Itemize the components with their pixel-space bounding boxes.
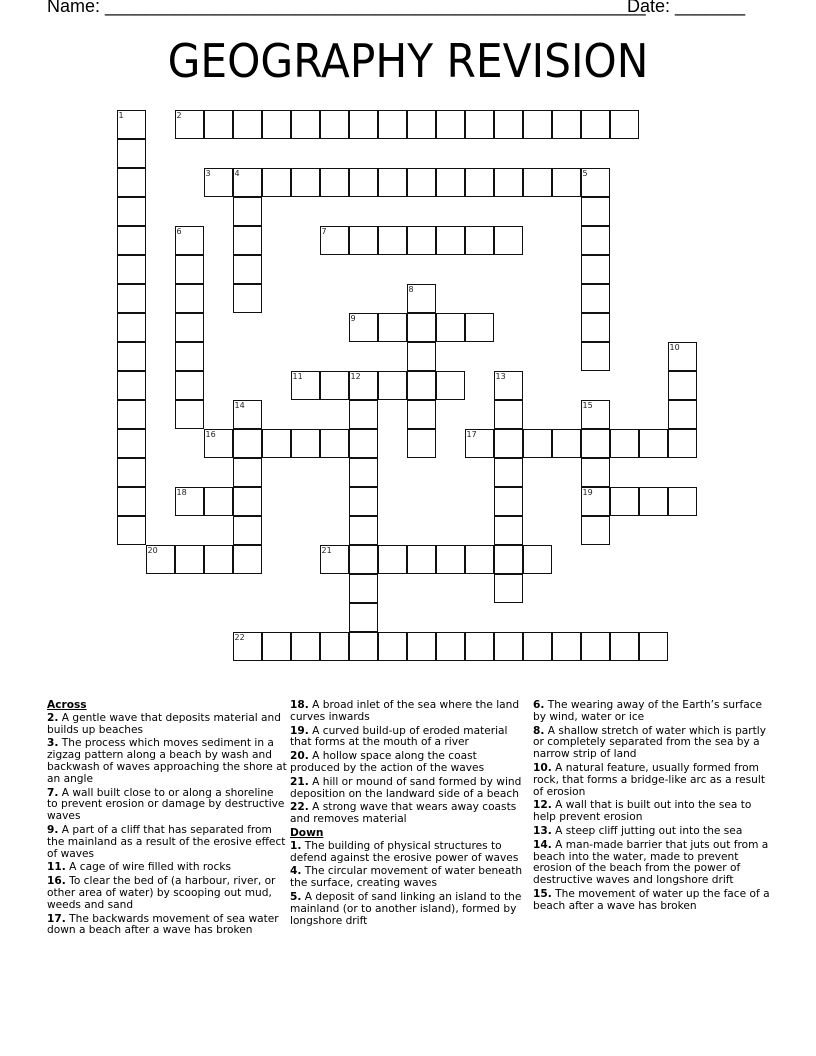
crossword-cell[interactable] [465, 226, 494, 255]
clue-number-label: 8. [533, 724, 545, 737]
clue-text: A part of a cliff that has separated from the mainland as a result of the erosive effect of waves [47, 823, 286, 860]
crossword-cell[interactable] [407, 429, 436, 458]
clue-number: 18 [176, 487, 187, 497]
clue-text: The movement of water up the face of a beach after a wave has broken [533, 887, 770, 912]
crossword-cell[interactable] [291, 371, 320, 400]
crossword-cell[interactable] [175, 545, 204, 574]
crossword-cell[interactable] [494, 458, 523, 487]
crossword-cell[interactable] [552, 110, 581, 139]
crossword-cell[interactable] [668, 371, 697, 400]
crossword-cell[interactable] [581, 313, 610, 342]
crossword-cell[interactable] [465, 313, 494, 342]
crossword-cell[interactable] [407, 400, 436, 429]
crossword-cell[interactable] [117, 458, 146, 487]
clue-number-label: 3. [47, 737, 59, 750]
crossword-cell[interactable] [349, 313, 378, 342]
clue-number: 2 [176, 110, 182, 120]
clue-text: A natural feature, usually formed from rock, that forms a bridge-like arc as a result of erosion [533, 761, 765, 798]
down-heading: Down [290, 826, 324, 839]
crossword-cell[interactable] [407, 371, 436, 400]
clue-number-label: 22. [290, 801, 309, 814]
crossword-cell[interactable] [494, 168, 523, 197]
crossword-cell[interactable] [552, 168, 581, 197]
clue-across-item [290, 751, 528, 775]
crossword-cell[interactable] [320, 226, 349, 255]
clue-across-item [47, 825, 287, 860]
clue-number: 12 [350, 371, 361, 381]
crossword-cell[interactable] [378, 371, 407, 400]
crossword-cell[interactable] [117, 487, 146, 516]
crossword-cell[interactable] [639, 487, 668, 516]
crossword-cell[interactable] [117, 400, 146, 429]
crossword-cell[interactable] [262, 632, 291, 661]
clue-number-label: 19. [290, 724, 309, 737]
crossword-cell[interactable] [175, 400, 204, 429]
crossword-cell[interactable] [465, 110, 494, 139]
crossword-cell[interactable] [233, 255, 262, 284]
crossword-cell[interactable] [610, 110, 639, 139]
crossword-cell[interactable] [233, 284, 262, 313]
crossword-cell[interactable] [175, 226, 204, 255]
crossword-cell[interactable] [175, 284, 204, 313]
crossword-cell[interactable] [291, 110, 320, 139]
clue-text: A wall built close to or along a shoreline to prevent erosion or damage by destructive waves [47, 786, 285, 823]
crossword-cell[interactable] [349, 516, 378, 545]
clue-across-item [290, 777, 528, 801]
clue-number-label: 20. [290, 750, 309, 763]
clue-down-item [533, 840, 773, 887]
crossword-cell[interactable] [581, 168, 610, 197]
clue-number: 16 [205, 429, 216, 439]
clue-across-item [290, 802, 528, 826]
crossword-cell[interactable] [291, 632, 320, 661]
crossword-cell[interactable] [378, 313, 407, 342]
crossword-cell[interactable] [436, 110, 465, 139]
clue-number: 8 [408, 284, 414, 294]
clue-number-label: 6. [533, 699, 545, 711]
crossword-cell[interactable] [320, 429, 349, 458]
clue-down-item [533, 800, 773, 824]
crossword-cell[interactable] [378, 632, 407, 661]
clue-number: 3 [205, 168, 211, 178]
crossword-cell[interactable] [349, 110, 378, 139]
crossword-cell[interactable] [494, 516, 523, 545]
clue-number: 10 [669, 342, 680, 352]
crossword-cell[interactable] [436, 226, 465, 255]
crossword-cell[interactable] [349, 429, 378, 458]
crossword-cell[interactable] [320, 168, 349, 197]
crossword-cell[interactable] [407, 168, 436, 197]
crossword-cell[interactable] [407, 110, 436, 139]
crossword-cell[interactable] [117, 342, 146, 371]
crossword-cell[interactable] [175, 342, 204, 371]
crossword-cell[interactable] [349, 400, 378, 429]
crossword-cell[interactable] [233, 400, 262, 429]
crossword-cell[interactable] [581, 110, 610, 139]
clue-down-item [533, 700, 773, 724]
clue-number: 20 [147, 545, 158, 555]
crossword-cell[interactable] [233, 458, 262, 487]
crossword-cell[interactable] [349, 371, 378, 400]
clue-text: A deposit of sand linking an island to the mainland (or to another island), formed by longshore drift [290, 890, 522, 927]
clue-number-label: 2. [47, 711, 59, 724]
clue-text: A curved build-up of eroded material that forms at the mouth of a river [290, 724, 508, 749]
crossword-cell[interactable] [320, 545, 349, 574]
clue-number-label: 10. [533, 761, 552, 774]
clue-number-label: 1. [290, 839, 302, 852]
crossword-cell[interactable] [494, 110, 523, 139]
clue-number-label: 11. [47, 861, 66, 874]
clue-number-label: 18. [290, 699, 309, 711]
clue-across-item [47, 713, 287, 737]
crossword-cell[interactable] [233, 516, 262, 545]
crossword-cell[interactable] [233, 487, 262, 516]
crossword-cell[interactable] [610, 487, 639, 516]
clues-column-1 [47, 700, 287, 939]
crossword-cell[interactable] [407, 313, 436, 342]
crossword-cell[interactable] [668, 429, 697, 458]
clue-number: 9 [350, 313, 356, 323]
clue-across-item [47, 876, 287, 911]
clue-number-label: 12. [533, 799, 552, 812]
crossword-cell[interactable] [349, 632, 378, 661]
clues-column-3 [533, 700, 773, 915]
crossword-cell[interactable] [581, 284, 610, 313]
crossword-cell[interactable] [233, 168, 262, 197]
crossword-cell[interactable] [349, 226, 378, 255]
clue-number-label: 15. [533, 887, 552, 900]
crossword-cell[interactable] [494, 226, 523, 255]
crossword-cell[interactable] [233, 545, 262, 574]
crossword-cell[interactable] [668, 342, 697, 371]
clue-number: 15 [582, 400, 593, 410]
clue-number: 19 [582, 487, 593, 497]
clue-down-item [533, 889, 773, 913]
clue-text: A hollow space along the coast produced by the action of the waves [290, 750, 485, 774]
crossword-cell[interactable] [494, 632, 523, 661]
crossword-cell[interactable] [581, 255, 610, 284]
clue-number-label: 13. [533, 824, 552, 837]
crossword-cell[interactable] [233, 226, 262, 255]
clue-across-item [290, 726, 528, 750]
crossword-cell[interactable] [291, 429, 320, 458]
crossword-cell[interactable] [639, 429, 668, 458]
clue-text: The process which moves sediment in a zigzag pattern along a beach by wash and backwash of waves approaching the shore at an angle [47, 737, 287, 785]
crossword-cell[interactable] [175, 110, 204, 139]
clue-down-item [290, 892, 528, 927]
crossword-cell[interactable] [407, 632, 436, 661]
clue-number: 4 [234, 168, 240, 178]
crossword-cell[interactable] [349, 603, 378, 632]
crossword-cell[interactable] [436, 371, 465, 400]
name-field-label: Name: ______________________________________________________ [47, 0, 646, 16]
crossword-cell[interactable] [378, 226, 407, 255]
clue-number-label: 16. [47, 875, 66, 888]
clue-text: A strong wave that wears away coasts and removes material [290, 801, 517, 826]
crossword-cell[interactable] [204, 545, 233, 574]
crossword-cell[interactable] [349, 168, 378, 197]
crossword-cell[interactable] [117, 284, 146, 313]
crossword-cell[interactable] [407, 226, 436, 255]
crossword-cell[interactable] [117, 429, 146, 458]
crossword-cell[interactable] [465, 545, 494, 574]
crossword-cell[interactable] [639, 632, 668, 661]
clue-down-item [290, 841, 528, 865]
crossword-cell[interactable] [175, 255, 204, 284]
crossword-grid [117, 110, 717, 670]
clue-down-item [533, 726, 773, 761]
date-field-label: Date: _______ [627, 0, 746, 16]
clue-text: The circular movement of water beneath the surface, creating waves [290, 865, 523, 890]
crossword-cell[interactable] [175, 313, 204, 342]
clue-number: 14 [234, 400, 245, 410]
clue-across-item [47, 862, 287, 874]
clue-number: 1 [118, 110, 124, 120]
crossword-cell[interactable] [320, 110, 349, 139]
crossword-cell[interactable] [175, 487, 204, 516]
crossword-cell[interactable] [494, 371, 523, 400]
crossword-cell[interactable] [175, 371, 204, 400]
crossword-cell[interactable] [407, 342, 436, 371]
crossword-cell[interactable] [581, 226, 610, 255]
page-title: GEOGRAPHY REVISION [167, 34, 649, 88]
crossword-cell[interactable] [349, 487, 378, 516]
crossword-cell[interactable] [581, 458, 610, 487]
crossword-cell[interactable] [668, 400, 697, 429]
crossword-cell[interactable] [262, 429, 291, 458]
crossword-cell[interactable] [262, 110, 291, 139]
clue-text: A shallow stretch of water which is partly or completely separated from the sea by a narrow strip of land [533, 724, 767, 761]
clue-number-label: 21. [290, 775, 309, 788]
crossword-cell[interactable] [378, 545, 407, 574]
crossword-cell[interactable] [204, 429, 233, 458]
crossword-cell[interactable] [581, 516, 610, 545]
crossword-cell[interactable] [320, 632, 349, 661]
crossword-cell[interactable] [523, 168, 552, 197]
clue-text: A cage of wire filled with rocks [69, 861, 231, 874]
clues-column-2 [290, 700, 528, 929]
crossword-cell[interactable] [117, 226, 146, 255]
crossword-cell[interactable] [494, 429, 523, 458]
crossword-cell[interactable] [117, 197, 146, 226]
clue-text: A broad inlet of the sea where the land curves inwards [290, 699, 520, 723]
clue-text: A hill or mound of sand formed by wind deposition on the landward side of a beach [290, 775, 522, 800]
clue-down-item [290, 866, 528, 890]
clue-across-item [47, 914, 287, 938]
crossword-cell[interactable] [552, 632, 581, 661]
crossword-cell[interactable] [204, 168, 233, 197]
clue-number: 7 [321, 226, 327, 236]
crossword-cell[interactable] [465, 168, 494, 197]
clue-text: The wearing away of the Earth’s surface by wind, water or ice [533, 699, 763, 723]
crossword-cell[interactable] [494, 574, 523, 603]
crossword-cell[interactable] [436, 545, 465, 574]
crossword-cell[interactable] [378, 110, 407, 139]
clue-text: A steep cliff jutting out into the sea [555, 824, 743, 837]
clue-down-item [533, 763, 773, 798]
crossword-cell[interactable] [233, 429, 262, 458]
clue-across-item [290, 700, 528, 724]
crossword-cell[interactable] [494, 400, 523, 429]
clue-text: To clear the bed of (a harbour, river, or other area of water) by scooping out mud, weeds and sand [47, 875, 276, 911]
crossword-cell[interactable] [117, 371, 146, 400]
clue-number-label: 4. [290, 865, 302, 878]
crossword-cell[interactable] [581, 632, 610, 661]
clue-number: 5 [582, 168, 588, 178]
crossword-cell[interactable] [494, 487, 523, 516]
crossword-cell[interactable] [523, 632, 552, 661]
crossword-cell[interactable] [407, 545, 436, 574]
crossword-cell[interactable] [233, 197, 262, 226]
crossword-cell[interactable] [436, 313, 465, 342]
clue-number: 22 [234, 632, 245, 642]
clue-number: 21 [321, 545, 332, 555]
clue-number-label: 5. [290, 890, 302, 903]
crossword-cell[interactable] [523, 110, 552, 139]
clue-number-label: 17. [47, 912, 66, 925]
clue-text: A man-made barrier that juts out from a beach into the water, made to prevent erosion of the beach from the power of destructive waves and longshore drift [533, 838, 769, 887]
crossword-cell[interactable] [668, 487, 697, 516]
crossword-cell[interactable] [320, 371, 349, 400]
crossword-cell[interactable] [146, 545, 175, 574]
crossword-cell[interactable] [378, 168, 407, 197]
crossword-cell[interactable] [494, 545, 523, 574]
crossword-cell[interactable] [349, 545, 378, 574]
clue-text: A gentle wave that deposits material and builds up beaches [47, 711, 281, 736]
crossword-cell[interactable] [117, 313, 146, 342]
clue-down-item [533, 826, 773, 838]
clue-number-label: 7. [47, 786, 59, 799]
clue-text: The building of physical structures to defend against the erosive power of waves [290, 839, 519, 864]
across-heading: Across [47, 699, 87, 711]
crossword-cell[interactable] [465, 429, 494, 458]
crossword-cell[interactable] [436, 168, 465, 197]
crossword-cell[interactable] [610, 632, 639, 661]
crossword-cell[interactable] [436, 632, 465, 661]
crossword-cell[interactable] [349, 574, 378, 603]
crossword-cell[interactable] [581, 342, 610, 371]
clue-text: The backwards movement of sea water down a beach after a wave has broken [47, 912, 279, 937]
clue-number: 17 [466, 429, 477, 439]
crossword-cell[interactable] [581, 429, 610, 458]
crossword-cell[interactable] [233, 110, 262, 139]
crossword-cell[interactable] [117, 516, 146, 545]
crossword-cell[interactable] [581, 487, 610, 516]
clue-number-label: 14. [533, 838, 552, 851]
clue-number: 6 [176, 226, 182, 236]
crossword-cell[interactable] [262, 168, 291, 197]
clue-across-item [47, 738, 287, 785]
crossword-cell[interactable] [523, 429, 552, 458]
crossword-cell[interactable] [117, 139, 146, 168]
crossword-cell[interactable] [117, 168, 146, 197]
crossword-cell[interactable] [204, 110, 233, 139]
crossword-cell[interactable] [117, 110, 146, 139]
crossword-cell[interactable] [523, 545, 552, 574]
crossword-cell[interactable] [233, 632, 262, 661]
clue-number: 11 [292, 371, 303, 381]
crossword-cell[interactable] [407, 284, 436, 313]
crossword-cell[interactable] [581, 197, 610, 226]
crossword-cell[interactable] [291, 168, 320, 197]
clue-number-label: 9. [47, 823, 59, 836]
clue-text: A wall that is built out into the sea to help prevent erosion [533, 799, 752, 824]
crossword-cell[interactable] [552, 429, 581, 458]
crossword-cell[interactable] [349, 458, 378, 487]
clue-across-item [47, 788, 287, 823]
crossword-cell[interactable] [204, 487, 233, 516]
clue-number: 13 [495, 371, 506, 381]
crossword-cell[interactable] [117, 255, 146, 284]
crossword-cell[interactable] [610, 429, 639, 458]
crossword-cell[interactable] [581, 400, 610, 429]
crossword-cell[interactable] [465, 632, 494, 661]
